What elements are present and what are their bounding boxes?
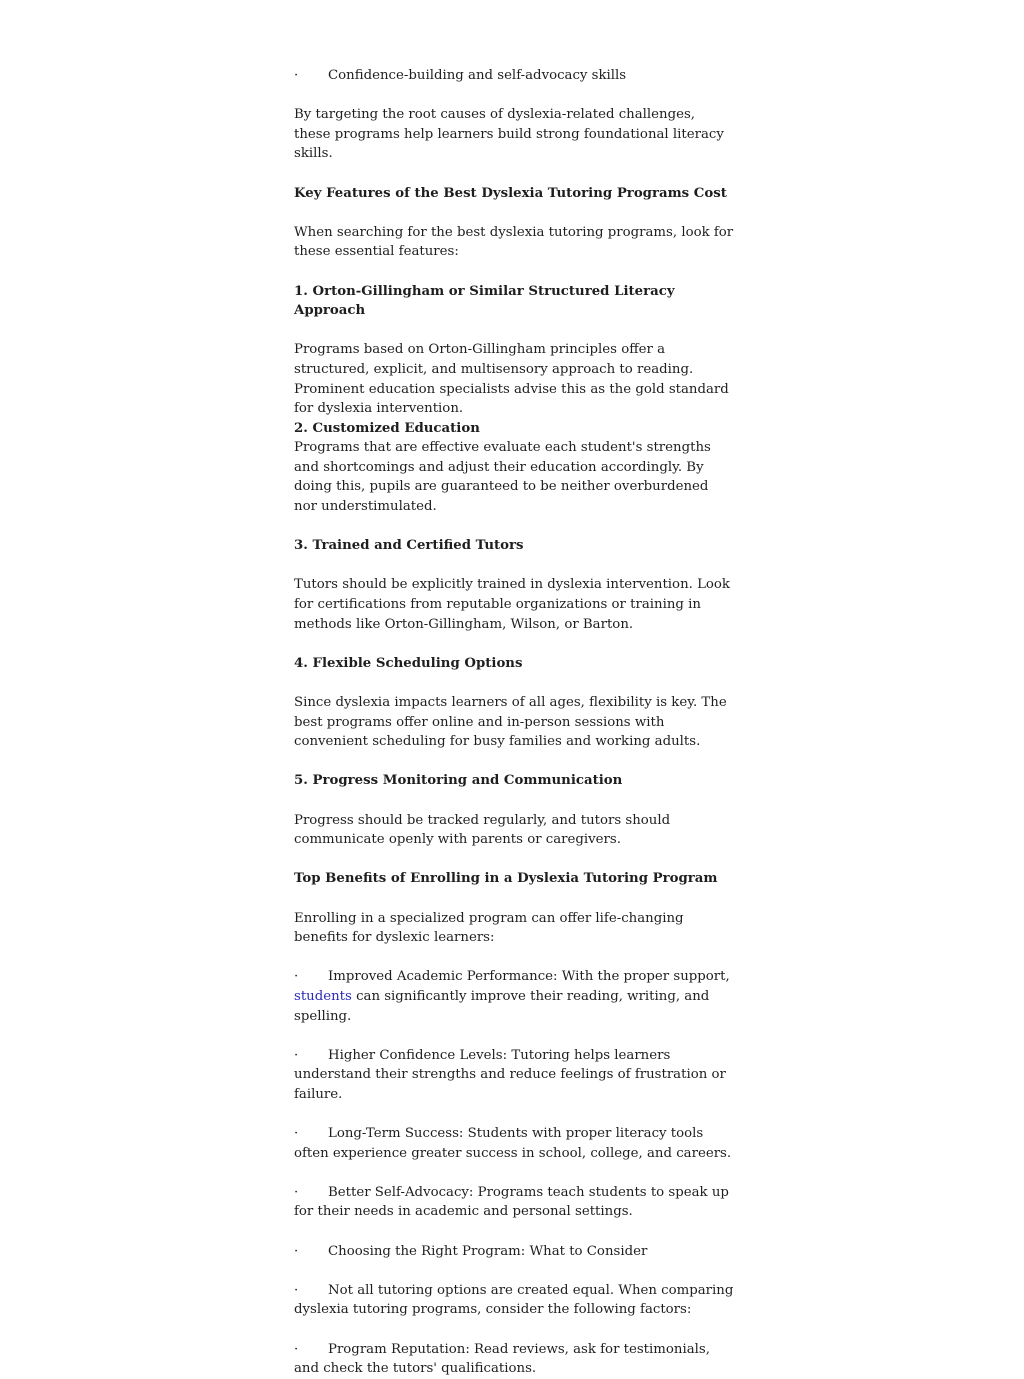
bullet-marker: · — [294, 1184, 299, 1200]
bullet-marker: · — [294, 1341, 299, 1357]
benefits-heading: Top Benefits of Enrolling in a Dyslexia Tutoring Program — [294, 871, 718, 887]
benefit-2-item — [294, 1046, 734, 1105]
features-heading: Key Features of the Best Dyslexia Tutoring Programs Cost — [294, 185, 727, 201]
students-link[interactable]: students — [294, 988, 352, 1004]
choosing-intro-item — [294, 1281, 734, 1320]
factor-1-item — [294, 1340, 734, 1379]
choosing-heading-item — [294, 1242, 734, 1262]
feature-5-text: Progress should be tracked regularly, and tutors should communicate openly with parents or caregivers. — [294, 812, 671, 848]
features-intro: When searching for the best dyslexia tutoring programs, look for these essential features: — [294, 224, 734, 260]
benefit-4-text: Better Self-Advocacy: Programs teach students to speak up for their needs in academic and personal settings. — [294, 1184, 729, 1220]
benefits-intro: Enrolling in a specialized program can offer life-changing benefits for dyslexic learners: — [294, 910, 684, 946]
bullet-marker: · — [294, 1282, 299, 1298]
feature-4-text: Since dyslexia impacts learners of all ages, flexibility is key. The best programs offer online and in-person sessions with convenient scheduling for busy families and working adults. — [294, 695, 727, 750]
feature-1-text: Programs based on Orton-Gillingham principles offer a structured, explicit, and multisensory approach to reading. Prominent education specialists advise this as the gold standard for dyslexia intervention. — [294, 342, 729, 417]
feature-2-heading: 2. Customized Education — [294, 420, 480, 436]
bullet-marker: · — [294, 1126, 299, 1142]
feature-3-text: Tutors should be explicitly trained in dyslexia intervention. Look for certifications from reputable organizations or training in methods like Orton-Gillingham, Wilson, or Barton. — [294, 577, 730, 632]
benefit-1-text-before: Improved Academic Performance: With the proper support, — [328, 969, 730, 985]
choosing-heading-text: Choosing the Right Program: What to Consider — [328, 1243, 648, 1259]
benefit-3-item — [294, 1124, 734, 1163]
benefit-2-text: Higher Confidence Levels: Tutoring helps learners understand their strengths and reduce feelings of frustration or failure. — [294, 1047, 726, 1102]
benefit-1-text-after: can significantly improve their reading, writing, and spelling. — [294, 988, 710, 1024]
intro-paragraph: By targeting the root causes of dyslexia-related challenges, these programs help learners build strong foundational literacy skills. — [294, 107, 724, 162]
feature-1-heading: 1. Orton-Gillingham or Similar Structured Literacy Approach — [294, 283, 675, 319]
intro-bullet-text: Confidence-building and self-advocacy skills — [328, 68, 627, 83]
benefit-3-text: Long-Term Success: Students with proper literacy tools often experience greater success in school, college, and careers. — [294, 1126, 732, 1161]
bullet-marker: · — [294, 1047, 299, 1063]
feature-4-heading: 4. Flexible Scheduling Options — [294, 655, 523, 671]
bullet-marker: · — [294, 68, 299, 83]
feature-3-heading: 3. Trained and Certified Tutors — [294, 538, 524, 554]
benefit-1-item — [294, 967, 734, 1026]
bullet-marker: · — [294, 969, 299, 985]
feature-5-heading: 5. Progress Monitoring and Communication — [294, 773, 623, 789]
document-page — [294, 66, 734, 1379]
benefit-4-item — [294, 1183, 734, 1222]
bullet-marker: · — [294, 1243, 299, 1259]
feature-2-text: Programs that are effective evaluate each student's strengths and shortcomings and adjust their education accordingly. By doing this, pupils are guaranteed to be neither overburdened nor understimulated. — [294, 440, 711, 515]
factor-1-text: Program Reputation: Read reviews, ask for testimonials, and check the tutors' qualifications. — [294, 1341, 710, 1377]
choosing-intro-text: Not all tutoring options are created equal. When comparing dyslexia tutoring programs, consider the following factors: — [294, 1282, 734, 1318]
intro-bullet-item — [294, 66, 734, 86]
